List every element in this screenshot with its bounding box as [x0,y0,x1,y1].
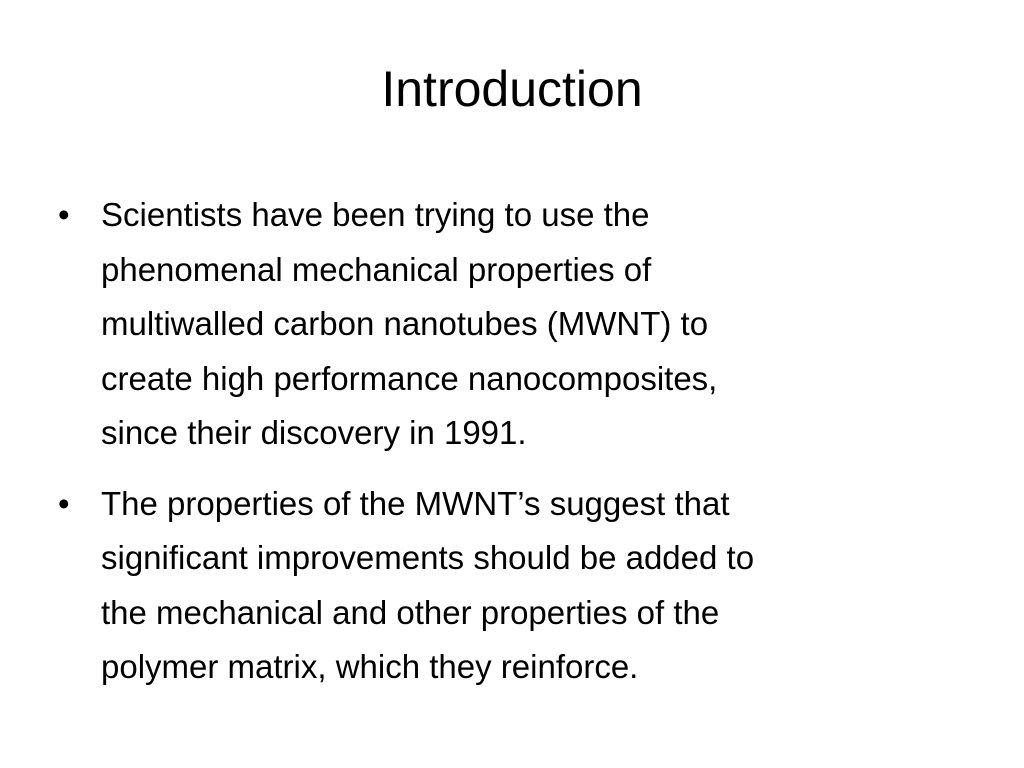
bullet-icon: • [58,484,70,522]
bullet-text: The properties of the MWNT’s suggest that significant improvements should be added to the mechanical and other properties of the polymer matrix, which they reinforce. [101,484,755,685]
bullet-item-1 [58,188,958,461]
bullet-text: Scientists have been trying to use the phenomenal mechanical properties of multiwalled carbon nanotubes (MWNT) to create high performance nanocomposites, since their discovery in 1991. [101,196,718,451]
slide-title: Introduction [381,61,643,117]
bullet-item-2 [58,477,958,695]
bullet-list [58,188,958,711]
bullet-icon: • [58,196,70,233]
